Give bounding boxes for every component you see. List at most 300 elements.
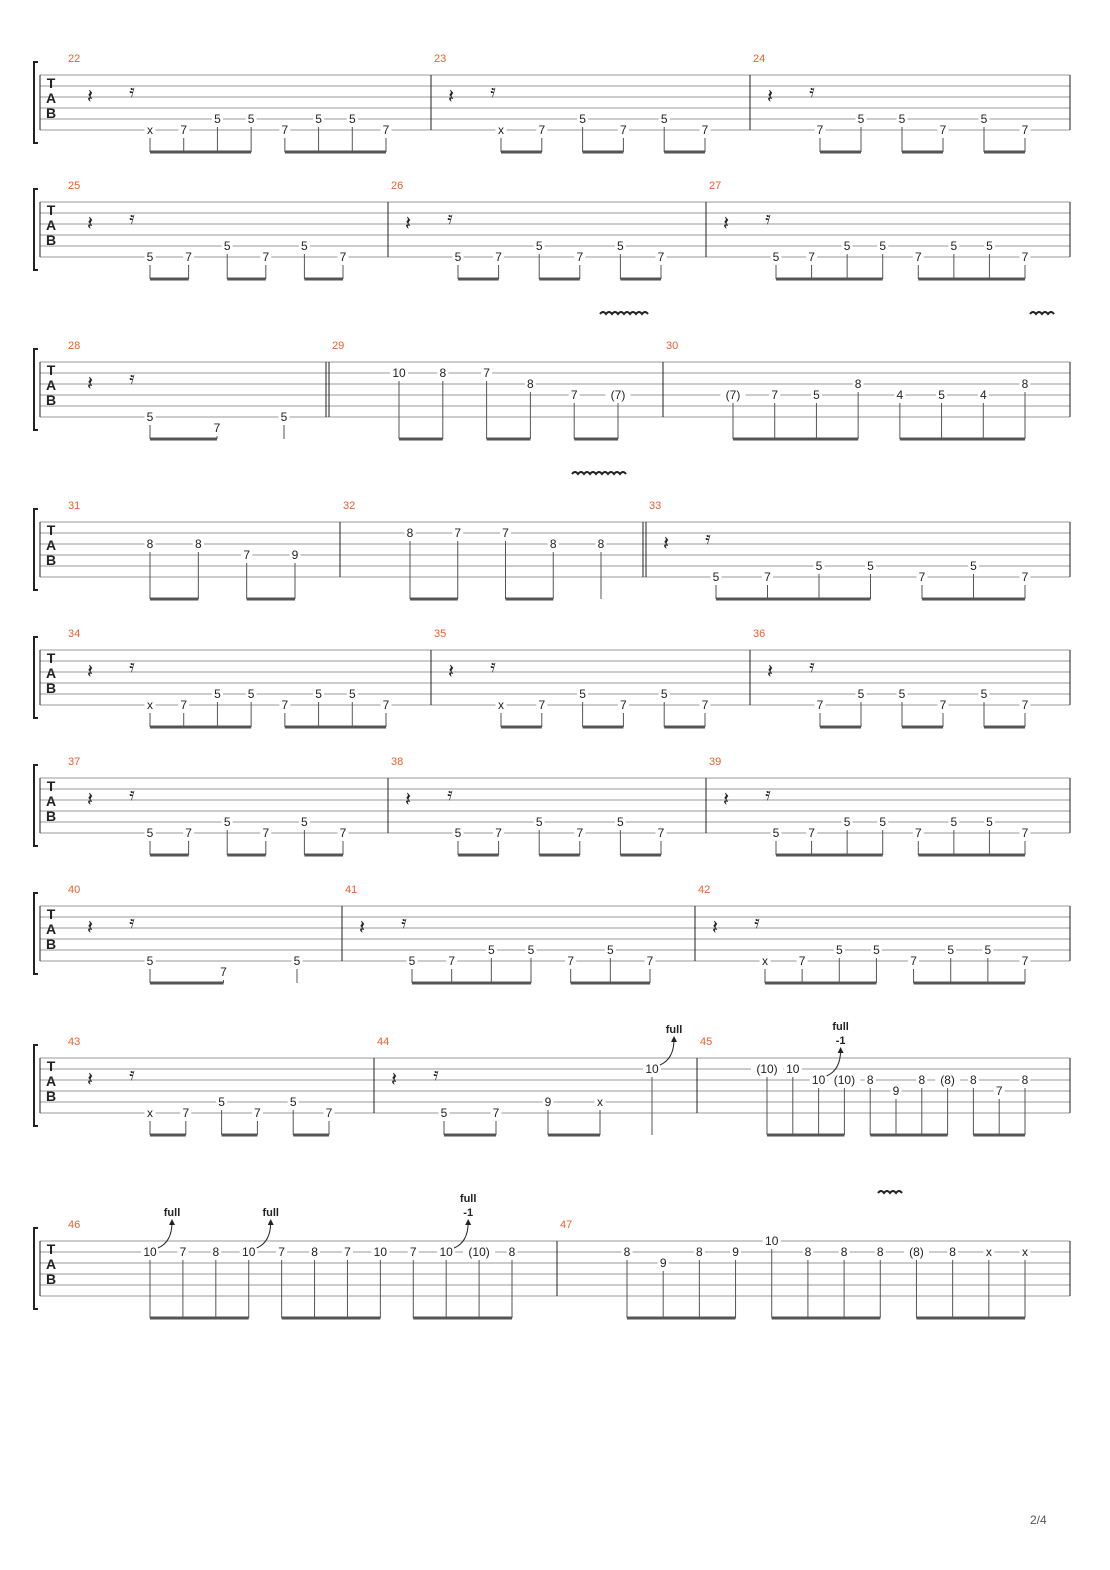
- fret-number: 5: [454, 826, 462, 840]
- fret-number: 8: [212, 1245, 220, 1259]
- system-bracket: [34, 637, 38, 718]
- measure-number: 38: [391, 756, 404, 768]
- fret-number: 5: [214, 687, 221, 701]
- fret-number: 7: [914, 826, 922, 840]
- tab-clef-letter: B: [45, 936, 57, 952]
- fret-number: 5: [535, 239, 543, 253]
- fret-number: x: [985, 1245, 992, 1259]
- fret-number: 7: [483, 366, 490, 380]
- sixteenth-rest: 𝄿: [129, 368, 135, 388]
- measure-number: 33: [649, 500, 662, 512]
- fret-number: 7: [502, 526, 509, 540]
- sixteenth-rest: 𝄿: [705, 528, 711, 548]
- fret-number: 7: [382, 123, 390, 137]
- fret-number: (8): [909, 1245, 924, 1259]
- fret-number: 8: [1021, 377, 1029, 391]
- sixteenth-rest: 𝄿: [401, 912, 407, 932]
- fret-number: 10: [811, 1073, 826, 1087]
- tab-clef-letter: A: [45, 217, 57, 233]
- fret-number: 5: [970, 559, 977, 573]
- fret-number: 8: [146, 537, 154, 551]
- sixteenth-rest: 𝄿: [129, 81, 135, 101]
- measure-number: 28: [68, 340, 81, 352]
- tab-clef-letter: A: [45, 1256, 57, 1272]
- quarter-rest: 𝄽: [86, 1069, 94, 1091]
- fret-number: 7: [1021, 123, 1029, 137]
- fret-number: x: [1022, 1245, 1028, 1259]
- fret-number: 7: [567, 954, 575, 968]
- tab-system: [34, 53, 1070, 152]
- measure-number: 30: [666, 340, 679, 352]
- fret-number: 7: [344, 1245, 351, 1259]
- system-bracket: [34, 349, 38, 430]
- bend-label-full: full: [262, 1207, 279, 1219]
- quarter-rest: 𝄽: [722, 789, 730, 811]
- fret-number: 7: [325, 1106, 333, 1120]
- fret-number: 10: [765, 1234, 779, 1248]
- tab-system: [34, 500, 1070, 599]
- quarter-rest: 𝄽: [447, 661, 455, 683]
- bend-arrow: [454, 1222, 468, 1248]
- tab-clef-letter: A: [45, 377, 57, 393]
- measure-number: 47: [560, 1219, 573, 1231]
- fret-number: 5: [527, 943, 535, 957]
- fret-number: 10: [143, 1245, 157, 1259]
- bend-label-full: full: [163, 1207, 181, 1219]
- tab-clef-letter: B: [45, 232, 57, 248]
- fret-number: (7): [725, 388, 741, 402]
- fret-number: 5: [867, 559, 874, 573]
- fret-number: 8: [194, 537, 202, 551]
- tab-clef-letter: B: [45, 808, 57, 824]
- quarter-rest: 𝄽: [390, 1069, 398, 1091]
- bend-label-full: full: [459, 1193, 477, 1205]
- fret-number: 7: [1021, 698, 1029, 712]
- fret-number: 7: [910, 954, 917, 968]
- quarter-rest: 𝄽: [86, 917, 94, 939]
- tab-clef-letter: A: [45, 665, 57, 681]
- fret-number: 5: [454, 250, 462, 264]
- fret-number: 7: [620, 123, 627, 137]
- sixteenth-rest: 𝄿: [447, 208, 453, 228]
- fret-number: 7: [701, 698, 709, 712]
- tab-clef-letter: T: [46, 906, 56, 922]
- tab-system: [34, 180, 1070, 279]
- fret-number: 5: [843, 815, 851, 829]
- tab-clef-letter: T: [46, 650, 56, 666]
- fret-number: 10: [242, 1245, 256, 1259]
- measure-number: 37: [68, 756, 81, 768]
- tab-clef-letter: B: [45, 1271, 57, 1287]
- fret-number: 5: [606, 943, 614, 957]
- fret-number: 5: [660, 112, 668, 126]
- quarter-rest: 𝄽: [86, 213, 94, 235]
- tab-clef-letter: T: [46, 75, 56, 91]
- tab-clef-letter: B: [45, 552, 57, 568]
- fret-number: 7: [382, 698, 390, 712]
- fret-number: 4: [896, 388, 904, 402]
- fret-number: (7): [610, 388, 626, 402]
- fret-number: 7: [180, 123, 188, 137]
- fret-number: 5: [873, 943, 880, 957]
- fret-number: 8: [623, 1245, 631, 1259]
- measure-number: 29: [332, 340, 345, 352]
- tab-system: [34, 756, 1070, 855]
- fret-number: x: [498, 123, 504, 137]
- fret-number: 7: [185, 250, 192, 264]
- fret-number: 8: [949, 1245, 956, 1259]
- fret-number: 10: [786, 1062, 800, 1076]
- measure-number: 23: [434, 53, 447, 65]
- fret-number: (10): [468, 1245, 490, 1259]
- fret-number: 8: [597, 537, 605, 551]
- bend-arrowhead: [169, 1219, 175, 1225]
- fret-number: 7: [657, 250, 665, 264]
- fret-number: 7: [939, 698, 947, 712]
- measure-number: 36: [753, 628, 766, 640]
- quarter-rest: 𝄽: [711, 917, 719, 939]
- measure-number: 40: [68, 884, 81, 896]
- fret-number: (10): [756, 1062, 778, 1076]
- system-bracket: [34, 509, 38, 590]
- bend-arrowhead: [465, 1219, 471, 1225]
- measure-number: 32: [343, 500, 356, 512]
- fret-number: 8: [804, 1245, 812, 1259]
- fret-number: 5: [947, 943, 955, 957]
- fret-number: 7: [278, 1245, 285, 1259]
- fret-number: 9: [659, 1256, 667, 1270]
- fret-number: 9: [544, 1095, 552, 1109]
- bend-arrowhead: [838, 1047, 844, 1053]
- measure-number: 46: [68, 1219, 81, 1231]
- tab-clef-letter: T: [46, 1058, 56, 1074]
- fret-number: x: [147, 698, 153, 712]
- system-bracket: [34, 1228, 38, 1309]
- fret-number: 5: [247, 112, 255, 126]
- fret-number: 5: [857, 687, 865, 701]
- fret-number: 7: [538, 698, 546, 712]
- fret-number: 7: [254, 1106, 261, 1120]
- bend-label-release: -1: [463, 1207, 474, 1219]
- fret-number: 7: [492, 1106, 500, 1120]
- system-bracket: [34, 189, 38, 270]
- fret-number: 5: [535, 815, 543, 829]
- fret-number: 5: [986, 815, 993, 829]
- fret-number: 7: [220, 965, 227, 979]
- fret-number: 7: [816, 698, 824, 712]
- measure-number: 35: [434, 628, 447, 640]
- measure-number: 43: [68, 1036, 81, 1048]
- quarter-rest: 𝄽: [766, 661, 774, 683]
- fret-number: 5: [315, 687, 322, 701]
- tab-clef-letter: A: [45, 921, 57, 937]
- fret-number: 7: [798, 954, 806, 968]
- fret-number: 7: [1021, 250, 1029, 264]
- quarter-rest: 𝄽: [86, 789, 94, 811]
- fret-number: 5: [843, 239, 851, 253]
- fret-number: 7: [262, 250, 270, 264]
- tab-system: [34, 1036, 1070, 1135]
- fret-number: 7: [1021, 954, 1029, 968]
- fret-number: 7: [995, 1084, 1003, 1098]
- fret-number: 5: [146, 826, 154, 840]
- vibrato-mark: [1030, 312, 1054, 314]
- fret-number: 8: [876, 1245, 884, 1259]
- tab-system: [34, 884, 1070, 983]
- fret-number: 7: [576, 250, 584, 264]
- fret-number: 7: [1021, 826, 1029, 840]
- fret-number: 7: [808, 250, 815, 264]
- system-bracket: [34, 62, 38, 143]
- fret-number: 7: [454, 526, 462, 540]
- fret-number: 8: [696, 1245, 703, 1259]
- fret-number: x: [147, 1106, 153, 1120]
- vibrato-mark: [600, 312, 648, 314]
- fret-number: 5: [660, 687, 668, 701]
- fret-number: 7: [180, 698, 188, 712]
- fret-number: 5: [440, 1106, 448, 1120]
- fret-number: 10: [392, 366, 406, 380]
- fret-number: 7: [281, 698, 289, 712]
- tab-system: [34, 628, 1070, 727]
- fret-number: 7: [657, 826, 665, 840]
- fret-number: 5: [247, 687, 255, 701]
- fret-number: 7: [646, 954, 654, 968]
- tab-clef-letter: T: [46, 778, 56, 794]
- quarter-rest: 𝄽: [662, 533, 670, 555]
- bend-arrowhead: [268, 1219, 274, 1225]
- measure-number: 44: [377, 1036, 390, 1048]
- bend-arrow: [660, 1039, 674, 1065]
- fret-number: 5: [301, 815, 308, 829]
- fret-number: 5: [898, 687, 906, 701]
- quarter-rest: 𝄽: [766, 86, 774, 108]
- quarter-rest: 𝄽: [404, 213, 412, 235]
- system-bracket: [34, 893, 38, 974]
- fret-number: 7: [620, 698, 627, 712]
- fret-number: 5: [772, 826, 780, 840]
- fret-number: 7: [409, 1245, 417, 1259]
- sixteenth-rest: 𝄿: [129, 912, 135, 932]
- fret-number: 10: [439, 1245, 453, 1259]
- fret-number: 7: [771, 388, 779, 402]
- fret-number: 5: [146, 954, 154, 968]
- fret-number: 7: [448, 954, 456, 968]
- fret-number: 5: [223, 239, 231, 253]
- tab-system: [34, 340, 1070, 439]
- fret-number: 7: [1021, 570, 1029, 584]
- fret-number: 7: [281, 123, 289, 137]
- fret-number: 5: [857, 112, 865, 126]
- fret-number: 5: [938, 388, 945, 402]
- fret-number: 8: [527, 377, 534, 391]
- sixteenth-rest: 𝄿: [765, 208, 771, 228]
- fret-number: 5: [813, 388, 820, 402]
- sixteenth-rest: 𝄿: [754, 912, 760, 932]
- tab-clef-letter: A: [45, 90, 57, 106]
- measure-number: 45: [700, 1036, 713, 1048]
- fret-number: 5: [146, 250, 154, 264]
- fret-number: 7: [262, 826, 270, 840]
- fret-number: 4: [979, 388, 987, 402]
- fret-number: 8: [406, 526, 414, 540]
- quarter-rest: 𝄽: [447, 86, 455, 108]
- fret-number: 5: [487, 943, 495, 957]
- fret-number: 10: [373, 1245, 388, 1259]
- measure-number: 27: [709, 180, 722, 192]
- sixteenth-rest: 𝄿: [809, 656, 815, 676]
- fret-number: 5: [408, 954, 416, 968]
- fret-number: 7: [243, 548, 251, 562]
- bend-arrowhead: [671, 1036, 677, 1042]
- fret-number: 5: [617, 239, 624, 253]
- measure-number: 42: [698, 884, 711, 896]
- fret-number: (10): [833, 1073, 856, 1087]
- fret-number: 7: [179, 1245, 187, 1259]
- fret-number: 7: [185, 826, 192, 840]
- measure-number: 34: [68, 628, 81, 640]
- bend-label-full: full: [665, 1024, 683, 1036]
- fret-number: 7: [495, 826, 502, 840]
- sixteenth-rest: 𝄿: [809, 81, 815, 101]
- fret-number: (8): [940, 1073, 955, 1087]
- fret-number: 7: [918, 570, 926, 584]
- fret-number: 5: [617, 815, 624, 829]
- fret-number: x: [597, 1095, 603, 1109]
- quarter-rest: 𝄽: [86, 86, 94, 108]
- fret-number: 5: [214, 112, 221, 126]
- fret-number: 5: [879, 815, 887, 829]
- tab-clef-letter: A: [45, 793, 57, 809]
- fret-number: 5: [980, 112, 988, 126]
- fret-number: 9: [732, 1245, 739, 1259]
- sixteenth-rest: 𝄿: [490, 81, 496, 101]
- fret-number: 7: [182, 1106, 190, 1120]
- fret-number: 5: [579, 112, 586, 126]
- page-number: 2/4: [1030, 1513, 1047, 1527]
- bend-label-release: -1: [835, 1035, 846, 1047]
- fret-number: 9: [291, 548, 299, 562]
- fret-number: 8: [508, 1245, 516, 1259]
- fret-number: 5: [315, 112, 322, 126]
- fret-number: 5: [348, 112, 356, 126]
- sixteenth-rest: 𝄿: [447, 784, 453, 804]
- fret-number: 5: [712, 570, 720, 584]
- quarter-rest: 𝄽: [86, 373, 94, 395]
- fret-number: 9: [892, 1084, 900, 1098]
- fret-number: 7: [495, 250, 502, 264]
- measure-number: 26: [391, 180, 404, 192]
- sixteenth-rest: 𝄿: [490, 656, 496, 676]
- fret-number: 7: [570, 388, 578, 402]
- fret-number: 8: [1021, 1073, 1029, 1087]
- measure-number: 22: [68, 53, 81, 65]
- fret-number: 5: [835, 943, 843, 957]
- sixteenth-rest: 𝄿: [129, 208, 135, 228]
- tab-clef-letter: T: [46, 202, 56, 218]
- tab-system: [34, 1219, 1070, 1318]
- quarter-rest: 𝄽: [86, 661, 94, 683]
- sixteenth-rest: 𝄿: [129, 784, 135, 804]
- bend-label-full: full: [832, 1021, 849, 1033]
- measure-number: 25: [68, 180, 81, 192]
- fret-number: 5: [218, 1095, 225, 1109]
- quarter-rest: 𝄽: [404, 789, 412, 811]
- fret-number: 5: [950, 815, 958, 829]
- fret-number: 7: [939, 123, 947, 137]
- fret-number: 5: [986, 239, 993, 253]
- fret-number: 5: [984, 943, 992, 957]
- fret-number: x: [498, 698, 504, 712]
- fret-number: 8: [840, 1245, 848, 1259]
- fret-number: 8: [970, 1073, 977, 1087]
- fret-number: 5: [223, 815, 231, 829]
- fret-number: 7: [764, 570, 771, 584]
- measure-number: 39: [709, 756, 722, 768]
- fret-number: 5: [301, 239, 308, 253]
- fret-number: 7: [808, 826, 815, 840]
- tab-clef-letter: A: [45, 537, 57, 553]
- fret-number: 7: [816, 123, 824, 137]
- fret-number: 5: [146, 410, 154, 424]
- fret-number: 7: [576, 826, 584, 840]
- fret-number: 8: [866, 1073, 874, 1087]
- sixteenth-rest: 𝄿: [129, 656, 135, 676]
- bend-arrow: [257, 1222, 271, 1248]
- quarter-rest: 𝄽: [722, 213, 730, 235]
- fret-number: 5: [348, 687, 356, 701]
- fret-number: 5: [579, 687, 586, 701]
- vibrato-mark: [572, 472, 626, 474]
- fret-number: 8: [549, 537, 557, 551]
- tab-clef-letter: B: [45, 392, 57, 408]
- tab-clef-letter: T: [46, 362, 56, 378]
- system-bracket: [34, 1045, 38, 1126]
- fret-number: 5: [980, 687, 988, 701]
- fret-number: 10: [645, 1062, 659, 1076]
- fret-number: 8: [311, 1245, 318, 1259]
- fret-number: 7: [914, 250, 922, 264]
- system-bracket: [34, 765, 38, 846]
- fret-number: 7: [701, 123, 709, 137]
- bend-arrow: [158, 1222, 172, 1248]
- fret-number: 5: [293, 954, 301, 968]
- fret-number: 5: [280, 410, 288, 424]
- fret-number: 5: [898, 112, 906, 126]
- fret-number: 7: [213, 421, 221, 435]
- tab-clef-letter: A: [45, 1073, 57, 1089]
- fret-number: 5: [950, 239, 958, 253]
- tab-clef-letter: T: [46, 522, 56, 538]
- tab-clef-letter: B: [45, 105, 57, 121]
- fret-number: 5: [289, 1095, 297, 1109]
- fret-number: 7: [339, 826, 347, 840]
- fret-number: 8: [439, 366, 447, 380]
- measure-number: 31: [68, 500, 81, 512]
- fret-number: x: [147, 123, 153, 137]
- sixteenth-rest: 𝄿: [129, 1064, 135, 1084]
- tab-clef-letter: B: [45, 680, 57, 696]
- fret-number: 5: [815, 559, 823, 573]
- fret-number: 8: [918, 1073, 926, 1087]
- measure-number: 41: [345, 884, 358, 896]
- fret-number: 7: [538, 123, 546, 137]
- measure-number: 24: [753, 53, 766, 65]
- fret-number: 7: [339, 250, 347, 264]
- vibrato-mark: [878, 1191, 902, 1193]
- fret-number: x: [762, 954, 768, 968]
- fret-number: 5: [772, 250, 780, 264]
